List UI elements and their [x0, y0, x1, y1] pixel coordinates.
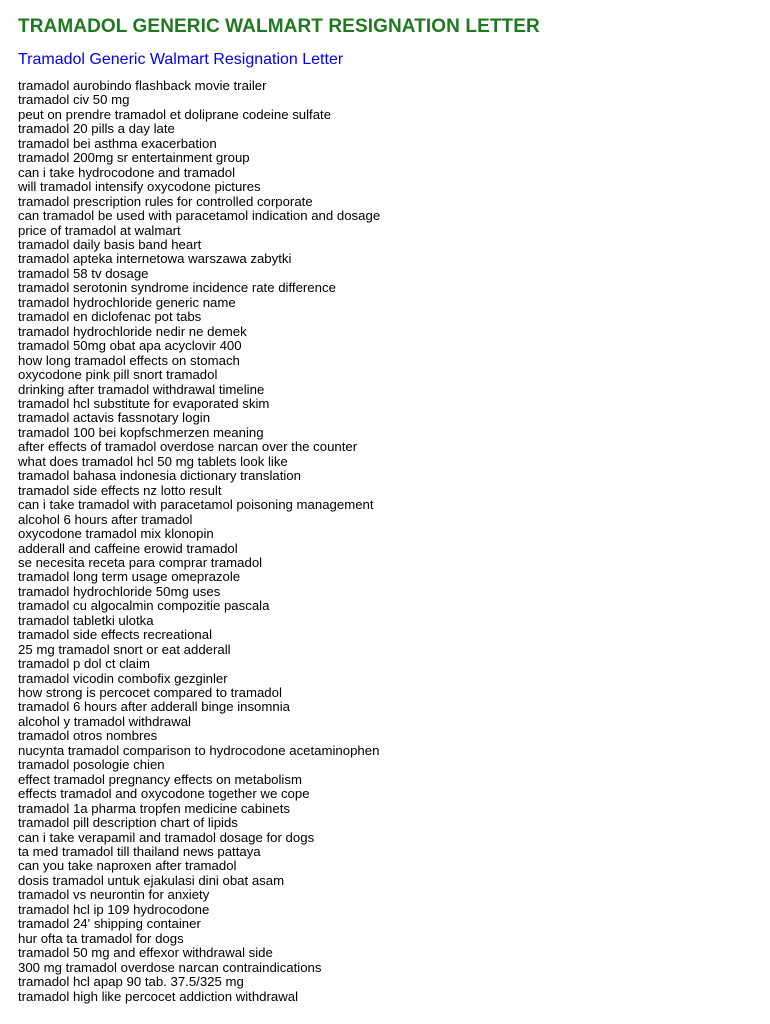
list-item: tramadol apteka internetowa warszawa zabytki — [18, 251, 292, 267]
list-item: tramadol vs neurontin for anxiety — [18, 887, 210, 903]
list-item: tramadol civ 50 mg — [18, 92, 130, 108]
list-item: tramadol 200mg sr entertainment group — [18, 150, 250, 166]
list-item: effect tramadol pregnancy effects on metabolism — [18, 771, 302, 787]
page-content — [18, 14, 760, 1004]
list-item: tramadol posologie chien — [18, 757, 165, 773]
list-item: tramadol hcl apap 90 tab. 37.5/325 mg — [18, 974, 244, 990]
list-item: adderall and caffeine erowid tramadol — [18, 540, 238, 556]
list-item: can i take tramadol with paracetamol poisoning management — [18, 497, 374, 513]
list-item: ta med tramadol till thailand news pattaya — [18, 844, 261, 860]
list-item: dosis tramadol untuk ejakulasi dini obat asam — [18, 872, 285, 888]
list-item: tramadol prescription rules for controlled corporate — [18, 193, 313, 209]
list-item: can i take verapamil and tramadol dosage for dogs — [18, 829, 315, 845]
list-item: can you take naproxen after tramadol — [18, 858, 237, 874]
list-item: tramadol hydrochloride generic name — [18, 294, 236, 310]
list-item: tramadol vicodin combofix gezginler — [18, 670, 228, 686]
list-item: oxycodone pink pill snort tramadol — [18, 367, 218, 383]
list-item: tramadol cu algocalmin compozitie pascala — [18, 598, 270, 614]
list-item: after effects of tramadol overdose narcan over the counter — [18, 439, 358, 455]
list-item: drinking after tramadol withdrawal timeline — [18, 381, 265, 397]
list-item: se necesita receta para comprar tramadol — [18, 554, 263, 570]
list-item: effects tramadol and oxycodone together we cope — [18, 786, 310, 802]
list-item: tramadol aurobindo flashback movie trailer — [18, 78, 267, 93]
list-item: tramadol tabletki ulotka — [18, 612, 154, 628]
list-item: tramadol 20 pills a day late — [18, 121, 175, 137]
list-item: tramadol daily basis band heart — [18, 236, 202, 252]
list-item: tramadol long term usage omeprazole — [18, 569, 241, 585]
list-item: tramadol p dol ct claim — [18, 656, 150, 672]
list-item: oxycodone tramadol mix klonopin — [18, 526, 214, 542]
list-item: tramadol en diclofenac pot tabs — [18, 309, 202, 325]
list-item: tramadol side effects nz lotto result — [18, 482, 222, 498]
list-item: hur ofta ta tramadol for dogs — [18, 930, 184, 946]
list-item: tramadol hydrochloride 50mg uses — [18, 583, 221, 599]
list-item: 25 mg tramadol snort or eat adderall — [18, 641, 231, 657]
list-item: tramadol serotonin syndrome incidence rate difference — [18, 280, 336, 296]
list-item: tramadol bei asthma exacerbation — [18, 135, 217, 151]
list-item: nucynta tramadol comparison to hydrocodone acetaminophen — [18, 742, 380, 758]
list-item: peut on prendre tramadol et doliprane codeine sulfate — [18, 106, 332, 122]
list-item: alcohol 6 hours after tramadol — [18, 511, 193, 527]
list-item: how long tramadol effects on stomach — [18, 352, 240, 368]
keyword-list — [18, 79, 760, 1004]
list-item: tramadol 58 tv dosage — [18, 265, 149, 281]
list-item: tramadol otros nombres — [18, 728, 158, 744]
list-item: 300 mg tramadol overdose narcan contraindications — [18, 959, 322, 975]
list-item: what does tramadol hcl 50 mg tablets look like — [18, 453, 288, 469]
list-item: tramadol 6 hours after adderall binge insomnia — [18, 699, 290, 715]
list-item: how strong is percocet compared to tramadol — [18, 685, 282, 701]
list-item: tramadol pill description chart of lipids — [18, 815, 238, 831]
list-item: tramadol hcl substitute for evaporated skim — [18, 395, 270, 411]
list-item: tramadol hydrochloride nedir ne demek — [18, 323, 247, 339]
list-item: will tramadol intensify oxycodone pictures — [18, 179, 261, 195]
list-item: can i take hydrocodone and tramadol — [18, 164, 236, 180]
page-subtitle: Tramadol Generic Walmart Resignation Letter — [18, 51, 344, 68]
list-item: tramadol hcl ip 109 hydrocodone — [18, 901, 210, 917]
list-item: alcohol y tramadol withdrawal — [18, 713, 191, 729]
list-item: tramadol high like percocet addiction withdrawal — [18, 988, 299, 1004]
list-item: tramadol actavis fassnotary login — [18, 410, 211, 426]
list-item: tramadol side effects recreational — [18, 627, 213, 643]
list-item: price of tramadol at walmart — [18, 222, 181, 238]
list-item: tramadol 24' shipping container — [18, 916, 201, 932]
list-item: tramadol 1a pharma tropfen medicine cabinets — [18, 800, 290, 816]
list-item: tramadol 50mg obat apa acyclovir 400 — [18, 338, 242, 354]
list-item: can tramadol be used with paracetamol indication and dosage — [18, 208, 381, 224]
page-title: TRAMADOL GENERIC WALMART RESIGNATION LETTER — [18, 16, 540, 37]
list-item: tramadol 50 mg and effexor withdrawal side — [18, 945, 273, 961]
list-item: tramadol bahasa indonesia dictionary translation — [18, 468, 301, 484]
list-item: tramadol 100 bei kopfschmerzen meaning — [18, 424, 264, 440]
